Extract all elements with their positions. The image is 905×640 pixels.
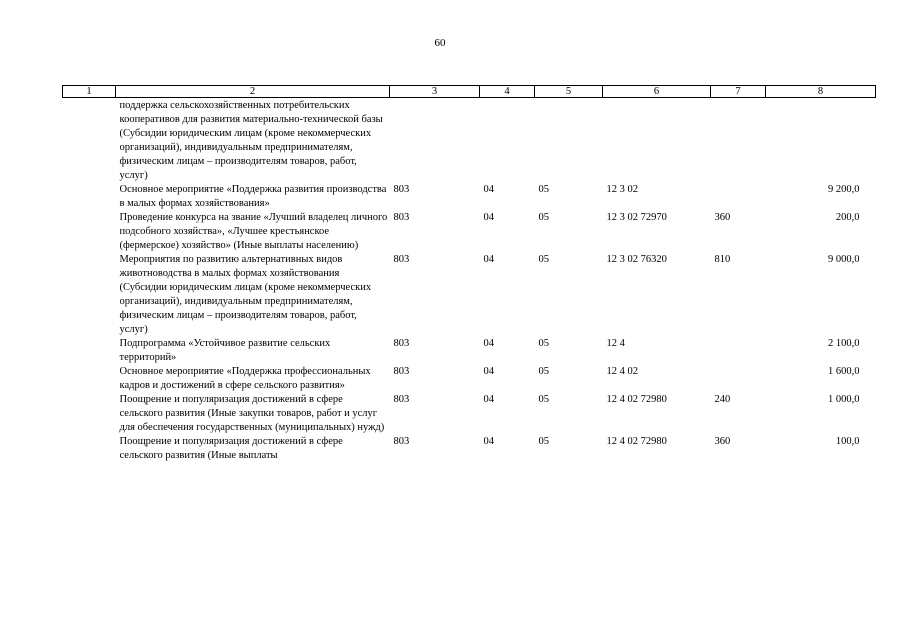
row-ved: 803 [393, 366, 410, 377]
row-name: Подпрограмма «Устойчивое развитие сельских территорий» [119, 338, 331, 363]
row-sum: 2 100,0 [828, 338, 860, 349]
column-header-7: 7 [711, 86, 766, 98]
row-name: Проведение конкурса на звание «Лучший владелец личного подсобного хозяйства», «Лучшее крестьянское (фермерское) хозяйство» (Иные выплаты населению) [119, 212, 388, 251]
row-vr [711, 337, 766, 365]
row-rz: 04 [483, 436, 494, 447]
column-header-6: 6 [603, 86, 711, 98]
row-name: Поощрение и популяризация достижений в сфере сельского развития (Иные закупки товаров, работ и услуг для обеспечения государственных (муниципальных) нужд) [119, 394, 385, 433]
row-sum: 1 000,0 [828, 394, 860, 405]
header-row [63, 86, 876, 98]
row-name: Основное мероприятие «Поддержка профессиональных кадров и достижений в сфере сельского развития» [119, 366, 371, 391]
row-spacer [63, 253, 116, 337]
row-spacer [63, 98, 116, 184]
row-rz: 04 [483, 394, 494, 405]
row-sum: 1 600,0 [828, 366, 860, 377]
row-vr: 360 [714, 436, 731, 447]
row-sum: 9 000,0 [828, 254, 860, 265]
row-csr [603, 98, 711, 184]
column-header-2: 2 [116, 86, 390, 98]
row-csr: 12 3 02 76320 [606, 254, 667, 265]
row-sum: 200,0 [835, 212, 860, 223]
table-row [63, 337, 876, 365]
row-name: Мероприятия по развитию альтернативных видов животноводства в малых формах хозяйствования (Субсидии юридическим лицам (кроме некоммерческих организаций), индивидуальным предпринимателям, физическим лицам – производителям товаров, работ, услуг) [119, 254, 372, 335]
row-ved [390, 98, 480, 184]
table-row [63, 393, 876, 435]
table-row [63, 253, 876, 337]
row-ved: 803 [393, 254, 410, 265]
row-spacer [63, 393, 116, 435]
column-header-5: 5 [535, 86, 603, 98]
column-header-8: 8 [766, 86, 876, 98]
row-spacer [63, 435, 116, 463]
row-csr: 12 4 02 72980 [606, 436, 667, 447]
row-pr: 05 [538, 394, 549, 405]
row-sum: 9 200,0 [828, 184, 860, 195]
row-sum: 100,0 [835, 436, 860, 447]
row-csr: 12 3 02 72970 [606, 212, 667, 223]
row-spacer [63, 211, 116, 253]
row-csr: 12 3 02 [606, 184, 638, 195]
row-spacer [63, 183, 116, 211]
column-header-4: 4 [480, 86, 535, 98]
row-pr: 05 [538, 436, 549, 447]
row-vr: 240 [714, 394, 731, 405]
row-ved: 803 [393, 394, 410, 405]
table-body [63, 98, 876, 464]
table-row [63, 183, 876, 211]
row-spacer [63, 365, 116, 393]
row-rz [480, 98, 535, 184]
table-row [63, 211, 876, 253]
row-ved: 803 [393, 212, 410, 223]
row-pr: 05 [538, 366, 549, 377]
row-ved: 803 [393, 436, 410, 447]
row-rz: 04 [483, 184, 494, 195]
column-header-1: 1 [63, 86, 116, 98]
row-sum [766, 98, 876, 184]
row-rz: 04 [483, 366, 494, 377]
row-vr: 810 [714, 254, 731, 265]
column-header-3: 3 [390, 86, 480, 98]
row-vr: 360 [714, 212, 731, 223]
row-csr: 12 4 02 [606, 366, 638, 377]
row-pr: 05 [538, 254, 549, 265]
row-vr [711, 365, 766, 393]
table-row [63, 365, 876, 393]
row-pr: 05 [538, 212, 549, 223]
row-name: Основное мероприятие «Поддержка развития производства в малых формах хозяйствования» [119, 184, 387, 209]
row-rz: 04 [483, 212, 494, 223]
row-spacer [63, 337, 116, 365]
row-vr [711, 183, 766, 211]
row-vr [711, 98, 766, 184]
page-number: 60 [434, 37, 446, 49]
row-pr [535, 98, 603, 184]
table-header [63, 86, 876, 98]
row-rz: 04 [483, 338, 494, 349]
budget-table [62, 85, 876, 463]
row-csr: 12 4 [606, 338, 625, 349]
row-csr: 12 4 02 72980 [606, 394, 667, 405]
row-pr: 05 [538, 338, 549, 349]
row-name: поддержка сельскохозяйственных потребительских кооперативов для развития материально-технической базы (Субсидии юридическим лицам (кроме некоммерческих организаций), индивидуальным предпринимателям, физическим лицам – производителям товаров, работ, услуг) [119, 100, 383, 181]
table-row [63, 98, 876, 184]
row-rz: 04 [483, 254, 494, 265]
row-ved: 803 [393, 184, 410, 195]
table-row [63, 435, 876, 463]
row-ved: 803 [393, 338, 410, 349]
row-pr: 05 [538, 184, 549, 195]
row-name: Поощрение и популяризация достижений в сфере сельского развития (Иные выплаты [119, 436, 343, 461]
